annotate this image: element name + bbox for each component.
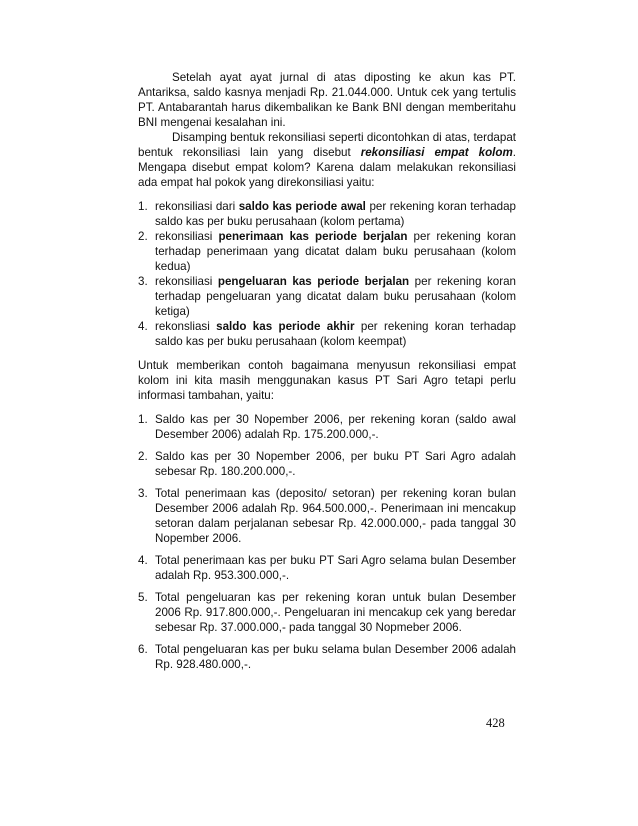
list-text-after: per rekening koran terhadap penerimaan yang dicatat dalam buku perusahaan (kolom kedua)	[155, 230, 516, 273]
list-text-after: per rekening koran terhadap saldo kas per buku perusahaan (kolom pertama)	[155, 200, 516, 228]
list-number: 2.	[138, 230, 148, 243]
list-number: 1.	[138, 413, 148, 426]
list-bold-term: saldo kas periode akhir	[216, 320, 355, 333]
paragraph-intro: Setelah ayat ayat jurnal di atas diposting ke akun kas PT. Antariksa, saldo kasnya menjadi Rp. 21.044.000. Untuk cek yang tertulis PT. Antabarantah harus dikembalikan ke Bank BNI dengan memberitahu BNI mengenai kesalahan ini.	[138, 71, 516, 129]
list-text: Total pengeluaran kas per rekening koran untuk bulan Desember 2006 Rp. 917.800.000,-. Pengeluaran ini mencakup cek yang beredar sebesar Rp. 37.000.000,- pada tanggal 30 Nopmeber 2006.	[155, 591, 516, 634]
list-number: 2.	[138, 450, 148, 463]
list-text-after: per rekening koran terhadap pengeluaran yang dicatat dalam buku perusahaan (kolom ketiga)	[155, 275, 516, 318]
list-number: 6.	[138, 643, 148, 656]
list-number: 5.	[138, 591, 148, 604]
paragraph-example-intro: Untuk memberikan contoh bagaimana menyusun rekonsiliasi empat kolom ini kita masih menggunakan kasus PT Sari Agro tetapi perlu informasi tambahan, yaitu:	[138, 359, 516, 402]
list-item	[138, 199, 516, 229]
list-text-before: rekonsiliasi	[155, 275, 218, 288]
list-bold-term: pengeluaran kas periode berjalan	[217, 275, 410, 288]
list-number: 3.	[138, 275, 148, 288]
list-number: 4.	[138, 554, 148, 567]
list-item	[138, 319, 516, 349]
reconciliation-list	[138, 199, 516, 349]
list-text: Saldo kas per 30 Nopember 2006, per buku PT Sari Agro adalah sebesar Rp. 180.200.000,-.	[155, 450, 516, 478]
paragraph-four-column	[138, 130, 516, 190]
list-number: 3.	[138, 487, 148, 500]
list-item	[138, 590, 516, 635]
list-number: 4.	[138, 320, 148, 333]
list-item	[138, 553, 516, 583]
list-text-after: per rekening koran terhadap saldo kas per buku perusahaan (kolom keempat)	[155, 320, 517, 348]
list-item	[138, 642, 516, 672]
spacer	[138, 190, 516, 199]
paragraph-four-column-text-before: Disamping bentuk rekonsiliasi seperti dicontohkan di atas, terdapat bentuk rekonsiliasi lain yang disebut	[138, 131, 516, 159]
list-item	[138, 449, 516, 479]
list-item	[138, 274, 516, 319]
document-page	[138, 70, 516, 679]
paragraph-four-column-text-after: . Mengapa disebut empat kolom? Karena dalam melakukan rekonsiliasi ada empat hal pokok yang direkonsiliasi yaitu:	[138, 146, 516, 189]
list-text: Total pengeluaran kas per buku selama bulan Desember 2006 adalah Rp. 928.480.000,-.	[155, 643, 516, 671]
emphasis-four-column: rekonsiliasi empat kolom	[360, 146, 513, 159]
list-text-before: rekonsiliasi	[155, 230, 219, 243]
list-item	[138, 412, 516, 442]
list-item	[138, 486, 516, 546]
list-text-before: rekonsliasi	[155, 320, 217, 333]
list-text: Total penerimaan kas (deposito/ setoran) per rekening koran bulan Desember 2006 adalah Rp. 964.500.000,-. Penerimaan ini mencakup setoran dalam perjalanan sebesar Rp. 42.000.000,- pada tanggal 30 Nopember 2006.	[155, 487, 516, 545]
spacer	[138, 349, 516, 358]
list-text-before: rekonsiliasi dari	[155, 200, 239, 213]
additional-info-list	[138, 412, 516, 672]
list-number: 1.	[138, 200, 148, 213]
list-text: Total penerimaan kas per buku PT Sari Agro selama bulan Desember adalah Rp. 953.300.000,-.	[155, 554, 516, 582]
spacer	[138, 403, 516, 412]
list-item	[138, 229, 516, 274]
list-bold-term: saldo kas periode awal	[238, 200, 366, 213]
page-number: 428	[486, 716, 505, 730]
list-text: Saldo kas per 30 Nopember 2006, per rekening koran (saldo awal Desember 2006) adalah Rp. 175.200.000,-.	[155, 413, 516, 441]
list-bold-term: penerimaan kas periode berjalan	[218, 230, 408, 243]
